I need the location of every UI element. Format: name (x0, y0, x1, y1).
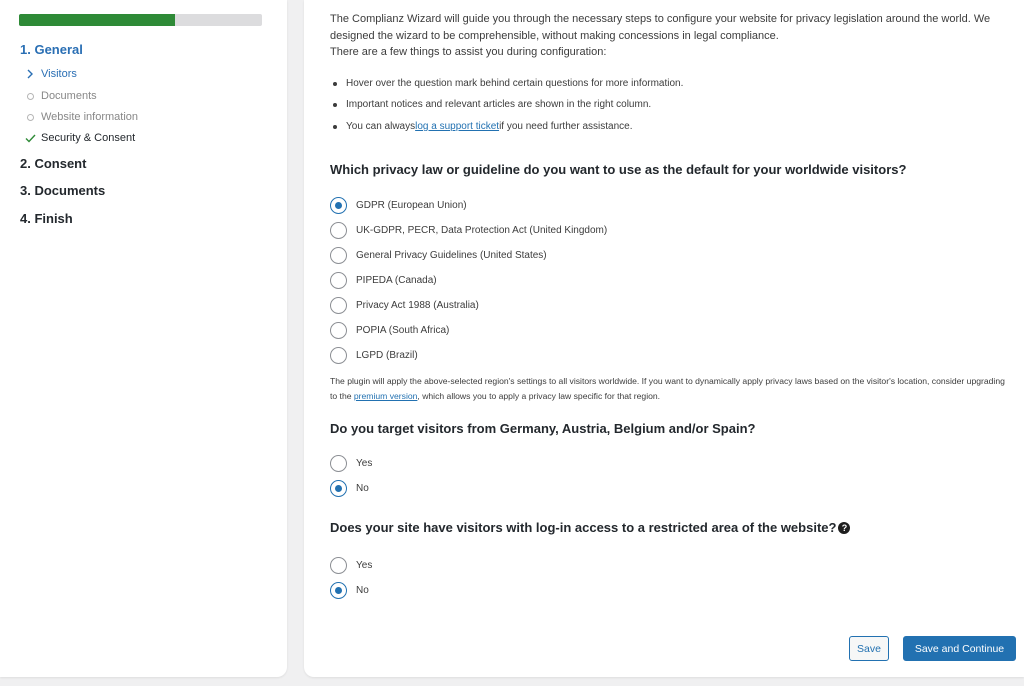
substep-label: Documents (41, 90, 97, 102)
radio-selected-icon[interactable] (330, 480, 347, 497)
bullet-item: Important notices and relevant articles are shown in the right column. (330, 99, 651, 110)
wizard-main-panel (304, 0, 1024, 677)
wizard-progress-bar (19, 14, 262, 26)
radio-unselected-icon[interactable] (330, 222, 347, 239)
substep-visitors[interactable] (24, 68, 77, 80)
radio-label: Yes (356, 458, 373, 469)
radio-option[interactable] (330, 272, 437, 289)
intro-assist-line: There are a few things to assist you during configuration: (330, 46, 607, 58)
save-button[interactable]: Save (849, 636, 889, 661)
substep-label: Visitors (41, 68, 77, 80)
wizard-progress-fill (19, 14, 175, 26)
radio-option[interactable] (330, 197, 467, 214)
question-target-countries: Do you target visitors from Germany, Austria, Belgium and/or Spain? (330, 421, 756, 436)
radio-unselected-icon[interactable] (330, 557, 347, 574)
radio-label: Yes (356, 560, 373, 571)
step-documents[interactable]: 3. Documents (20, 183, 106, 198)
chevron-right-icon (24, 69, 36, 79)
radio-label: UK-GDPR, PECR, Data Protection Act (United Kingdom) (356, 225, 608, 236)
radio-option[interactable] (330, 557, 372, 574)
radio-unselected-icon[interactable] (330, 347, 347, 364)
radio-unselected-icon[interactable] (330, 297, 347, 314)
step-consent[interactable]: 2. Consent (20, 156, 87, 171)
radio-unselected-icon[interactable] (330, 322, 347, 339)
question-mark-icon[interactable]: ? (838, 522, 850, 534)
save-and-continue-button[interactable]: Save and Continue (903, 636, 1016, 661)
check-icon (24, 134, 36, 143)
support-ticket-link[interactable]: log a support ticket (415, 121, 500, 132)
radio-label: PIPEDA (Canada) (356, 275, 437, 286)
bullet-item: Hover over the question mark behind certain questions for more information. (330, 78, 683, 89)
question-privacy-law: Which privacy law or guideline do you want to use as the default for your worldwide visitors? (330, 162, 907, 177)
radio-option[interactable] (330, 222, 607, 239)
substep-website-information[interactable] (24, 111, 138, 123)
radio-label: LGPD (Brazil) (356, 350, 418, 361)
circle-icon (24, 93, 36, 100)
premium-version-link[interactable]: premium version (353, 390, 418, 401)
substep-security-consent[interactable] (24, 132, 135, 144)
radio-option[interactable] (330, 247, 547, 264)
radio-unselected-icon[interactable] (330, 455, 347, 472)
radio-label: No (356, 585, 369, 596)
radio-option[interactable] (330, 347, 418, 364)
step-finish[interactable]: 4. Finish (20, 211, 73, 226)
radio-selected-icon[interactable] (330, 582, 347, 599)
step-general[interactable]: 1. General (20, 42, 83, 57)
radio-option[interactable] (330, 455, 372, 472)
substep-label: Security & Consent (41, 132, 136, 144)
radio-label: GDPR (European Union) (356, 200, 467, 211)
intro-paragraph: The Complianz Wizard will guide you through the necessary steps to configure your website for privacy legislation around the world. We designed the wizard to be comprehensible, without making concessions in legal compliance. (330, 13, 991, 42)
intro-text (330, 11, 1000, 61)
radio-label: Privacy Act 1988 (Australia) (356, 300, 479, 311)
radio-option[interactable] (330, 297, 479, 314)
radio-label: No (356, 483, 369, 494)
wizard-sidebar (0, 0, 287, 677)
radio-label: General Privacy Guidelines (United States) (356, 250, 547, 261)
bullet-item: You can always log a support ticket if you need further assistance. (330, 121, 632, 132)
question-login-access: Does your site have visitors with log-in access to a restricted area of the website? ? (330, 520, 850, 535)
circle-icon (24, 114, 36, 121)
substep-documents[interactable] (24, 90, 97, 102)
radio-option[interactable] (330, 582, 369, 599)
radio-option[interactable] (330, 322, 449, 339)
radio-unselected-icon[interactable] (330, 247, 347, 264)
radio-selected-icon[interactable] (330, 197, 347, 214)
radio-label: POPIA (South Africa) (356, 325, 450, 336)
substep-label: Website information (41, 111, 139, 123)
premium-note: The plugin will apply the above-selected region's settings to all visitors worldwide. If you want to dynamically apply privacy laws based on the visitor's location, consider upgrading to the premium version, which allows you to apply a privacy law specific for that region. (330, 376, 1005, 401)
radio-unselected-icon[interactable] (330, 272, 347, 289)
radio-option[interactable] (330, 480, 369, 497)
